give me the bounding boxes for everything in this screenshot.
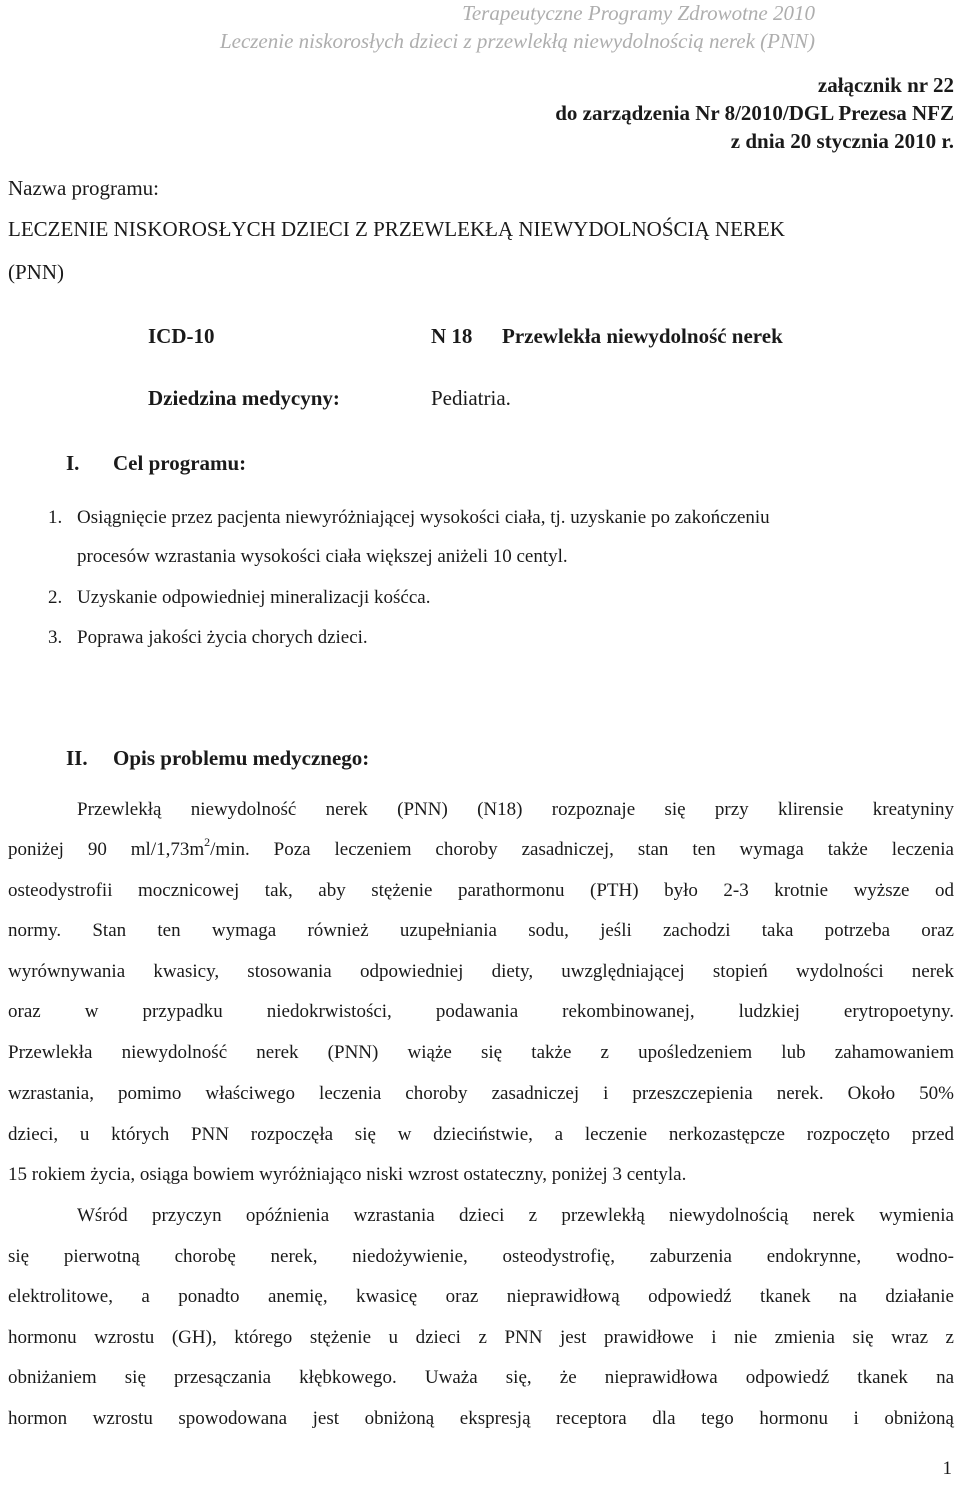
paragraph1-line: wyrównywania kwasicy, stosowania odpowiedniej diety, uwzględniającej stopień wydolności nerek — [8, 961, 954, 982]
paragraph1-line: wzrastania, pomimo właściwego leczenia choroby zasadniczej i przeszczepienia nerek. Około 50% — [8, 1083, 954, 1104]
program-title-line2: (PNN) — [8, 260, 64, 284]
program-title-line1: LECZENIE NISKOROSŁYCH DZIECI Z PRZEWLEKŁĄ NIEWYDOLNOŚCIĄ NEREK — [8, 217, 785, 241]
paragraph1-line: 15 rokiem życia, osiąga bowiem wyróżniająco niski wzrost ostateczny, poniżej 3 centyla. — [8, 1164, 687, 1185]
goal-1-number: 1. — [48, 507, 63, 528]
paragraph2-line: elektrolitowe, a ponadto anemię, kwasicę oraz nieprawidłową odpowiedź tkanek na działanie — [8, 1286, 954, 1307]
paragraph1-line: normy. Stan ten wymaga również uzupełniania sodu, jeśli zachodzi taka potrzeba oraz — [8, 920, 954, 941]
paragraph1-line: poniżej 90 $ml/1,73m^2/\min$. Poza leczeniem choroby zasadniczej, stan ten wymaga także leczenia — [8, 835, 954, 860]
page-number: 1 — [942, 1458, 952, 1479]
goal-1-text: Osiągnięcie przez pacjenta niewyróżniającej wysokości ciała, tj. uzyskanie po zakończeniu — [77, 507, 770, 528]
running-header-line1: Terapeutyczne Programy Zdrowotne 2010 — [462, 1, 815, 25]
paragraph1-line: dzieci, u których PNN rozpoczęła się w dzieciństwie, a leczenie nerkozastępcze rozpoczęto przed — [8, 1124, 954, 1145]
goal-2-number: 2. — [48, 587, 63, 608]
paragraph2-line: hormon wzrostu spowodowana jest obniżoną ekspresją receptora dla tego hormonu i obniżoną — [8, 1408, 954, 1429]
paragraph2-line: hormonu wzrostu (GH), którego stężenie u dzieci z PNN jest prawidłowe i nie zmienia się wraz z — [8, 1327, 954, 1348]
icd-label: ICD-10 — [148, 324, 215, 348]
section1-title: Cel programu: — [113, 451, 247, 475]
paragraph2-line: Wśród przyczyn opóźnienia wzrastania dzieci z przewlekłą niewydolnością nerek wymienia — [77, 1205, 954, 1226]
paragraph2-line: się pierwotną chorobę nerek, niedożywienie, osteodystrofię, zaburzenia endokrynne, wodno- — [8, 1246, 954, 1267]
domain-label: Dziedzina medycyny: — [148, 386, 340, 410]
running-header-line2: Leczenie niskorosłych dzieci z przewlekłą niewydolnością nerek (PNN) — [219, 29, 815, 53]
section2-title: Opis problemu medycznego: — [113, 746, 370, 770]
attachment-date: z dnia 20 stycznia 2010 r. — [730, 129, 954, 153]
goal-1-text-cont: procesów wzrastania wysokości ciała większej aniżeli 10 centyl. — [77, 546, 568, 567]
program-label: Nazwa programu: — [8, 176, 160, 200]
attachment-order: do zarządzenia Nr 8/2010/DGL Prezesa NFZ — [555, 101, 954, 125]
paragraph2-line: obniżaniem się przesączania kłębkowego. Uważa się, że nieprawidłowa odpowiedź tkanek na — [8, 1367, 954, 1388]
goal-3-number: 3. — [48, 627, 63, 648]
attachment-number: załącznik nr 22 — [817, 73, 954, 97]
domain-value: Pediatria. — [431, 386, 511, 410]
paragraph1-line: oraz w przypadku niedokrwistości, podawania rekombinowanej, ludzkiej erytropoetyny. — [8, 1001, 954, 1022]
icd-code: N 18 — [431, 324, 473, 348]
section2-number: II. — [66, 746, 88, 770]
paragraph1-line: osteodystrofii mocznicowej tak, aby stężenie parathormonu (PTH) było 2-3 krotnie wyższe od — [8, 880, 954, 901]
goal-2-text: Uzyskanie odpowiedniej mineralizacji kośćca. — [77, 587, 431, 608]
goal-3-text: Poprawa jakości życia chorych dzieci. — [77, 627, 368, 648]
paragraph1-line: Przewlekłą niewydolność nerek (PNN) (N18) rozpoznaje się przy klirensie kreatyniny — [77, 799, 954, 820]
icd-name: Przewlekła niewydolność nerek — [502, 324, 783, 348]
section1-number: I. — [66, 451, 80, 475]
paragraph1-line: Przewlekła niewydolność nerek (PNN) wiąże się także z upośledzeniem lub zahamowaniem — [8, 1042, 954, 1063]
